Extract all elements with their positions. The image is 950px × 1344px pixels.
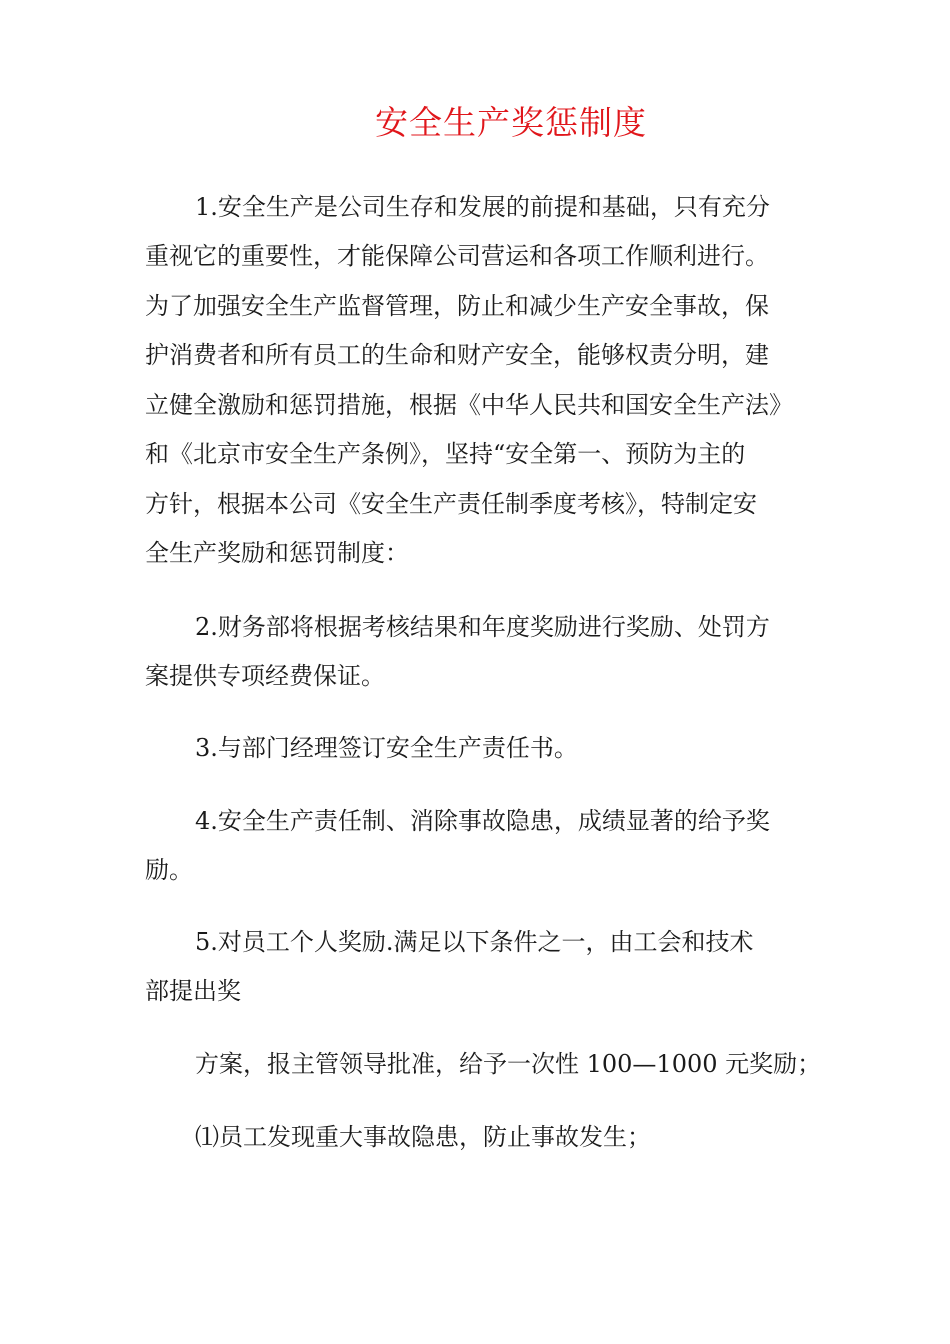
paragraph-line: 部提出奖 [145, 977, 241, 1005]
paragraph-line: 1.安全生产是公司生存和发展的前提和基础，只有充分 [195, 193, 770, 221]
paragraph-line: 为了加强安全生产监督管理，防止和减少生产安全事故，保 [145, 292, 769, 320]
paragraph-line: 方案，报主管领导批准，给予一次性 100—1000 元奖励； [195, 1050, 822, 1078]
paragraph-line: 全生产奖励和惩罚制度： [145, 539, 409, 567]
paragraph-line: 5.对员工个人奖励.满足以下条件之一，由工会和技术 [195, 928, 754, 956]
paragraph-line: 4.安全生产责任制、消除事故隐患，成绩显著的给予奖 [195, 807, 770, 835]
paragraph-line: 案提供专项经费保证。 [145, 662, 385, 690]
paragraph-line: 立健全激励和惩罚措施，根据《中华人民共和国安全生产法》 [145, 391, 793, 419]
paragraph-line: 3.与部门经理签订安全生产责任书。 [195, 734, 578, 762]
paragraph-line: 励。 [145, 856, 193, 884]
paragraph-line: 方针，根据本公司《安全生产责任制季度考核》，特制定安 [145, 490, 757, 518]
paragraph-line: ⑴员工发现重大事故隐患，防止事故发生； [195, 1123, 651, 1151]
paragraph-line: 2.财务部将根据考核结果和年度奖励进行奖励、处罚方 [195, 613, 770, 641]
paragraph-line: 护消费者和所有员工的生命和财产安全，能够权责分明，建 [145, 341, 769, 369]
document-title: 安全生产奖惩制度 [375, 103, 647, 142]
paragraph-line: 和《北京市安全生产条例》，坚持“安全第一、预防为主的 [145, 440, 746, 468]
paragraph-line: 重视它的重要性，才能保障公司营运和各项工作顺利进行。 [145, 242, 769, 270]
